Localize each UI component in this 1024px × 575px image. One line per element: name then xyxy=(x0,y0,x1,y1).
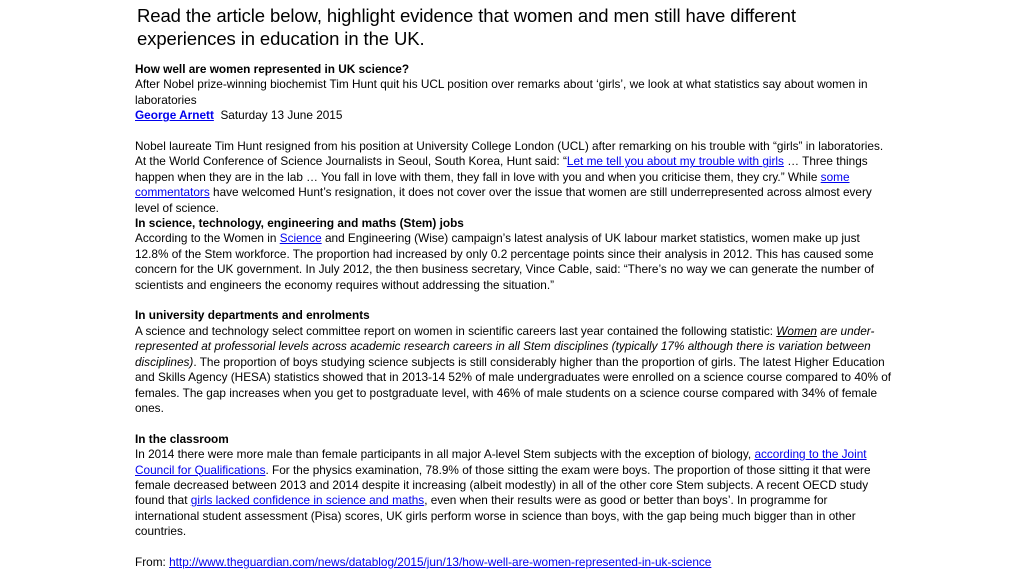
slide-title: Read the article below, highlight evidence that women and men still have different experiences in education in the UK. xyxy=(137,5,796,49)
source-label: From: xyxy=(135,554,170,569)
jcq-link[interactable]: according to the Joint Council for Qualifications xyxy=(135,447,867,477)
paragraph-classroom xyxy=(135,447,893,539)
article-headline: How well are women represented in UK science? xyxy=(135,62,410,76)
spacer xyxy=(135,416,893,431)
paragraph-text: Nobel laureate Tim Hunt resigned from his position at University College London (UCL) after remarking on his trouble with “girls” in laboratories. At the World Conference of Science Journalists in Seoul, South Korea, Hunt said: “ xyxy=(135,139,884,169)
paragraph-text: A science and technology select committee report on women in scientific careers last year contained the following statistic: xyxy=(135,323,777,338)
section-heading-stem: In science, technology, engineering and maths (Stem) jobs xyxy=(135,216,464,231)
paragraph-text: , even when their results were as good or better than boys’. In programme for international student assessment (Pisa) scores, UK girls perform worse in science than boys, with the gap being much bigger than in other countries. xyxy=(135,493,856,539)
paragraph-stem xyxy=(135,231,893,293)
article-date: Saturday 13 June 2015 xyxy=(220,108,343,123)
paragraph-university xyxy=(135,324,893,416)
quote-link[interactable]: Let me tell you about my trouble with girls xyxy=(566,154,784,169)
spacer xyxy=(135,293,893,308)
article-body xyxy=(135,62,893,570)
emphasis-women: Women xyxy=(776,323,817,338)
section-heading-classroom: In the classroom xyxy=(135,431,229,446)
paragraph-intro xyxy=(135,139,893,216)
paragraph-text: . For the physics examination, 78.9% of those sitting the exam were boys. The proportion of those sitting it that were female decreased between 2013 and 2014 despite it increasing (albeit modestly) in all of the other core Stem subjects. A recent OECD study found that xyxy=(135,462,871,508)
paragraph-text: and Engineering (Wise) campaign’s latest analysis of UK labour market statistics, women make up just 12.8% of the Stem workforce. The proportion had increased by only 0.2 percentage points since their analysis in 2012. This has caused some concern for the UK government. In July 2012, the then business secretary, Vince Cable, said: “There’s no way we can generate the number of scientists and engineers the economy requires without addressing the situation.” xyxy=(135,231,875,292)
paragraph-text: have welcomed Hunt’s resignation, it does not cover over the issue that women are still underrepresented across almost every level of science. xyxy=(135,185,872,215)
paragraph-text: … Three things happen when they are in the lab … You fall in love with them, they fall in love with you and when you criticise them, they cry.” While xyxy=(135,154,868,184)
source-line xyxy=(135,555,893,570)
science-link[interactable]: Science xyxy=(279,231,322,246)
article-standfirst: After Nobel prize-winning biochemist Tim Hunt quit his UCL position over remarks about ‘girls’, we look at what statistics say about women in laboratories xyxy=(135,77,868,107)
byline xyxy=(135,108,893,123)
italic-statistic: are under-represented at professorial levels across academic research careers in all Stem disciplines (typically 17% although there is variation between disciplines) xyxy=(135,323,875,369)
section-heading-university: In university departments and enrolments xyxy=(135,308,370,323)
oecd-link[interactable]: girls lacked confidence in science and maths xyxy=(190,493,425,508)
source-url-link[interactable]: http://www.theguardian.com/news/datablog/2015/jun/13/how-well-are-women-represented-in-uk-science xyxy=(169,554,712,569)
paragraph-text: . The proportion of boys studying science subjects is still considerably higher than the proportion of girls. The latest Higher Education and Skills Agency (HESA) statistics showed that in 2013-14 52% of male undergraduates were enrolled on a science course compared to 40% of females. The gap increases when you get to postgraduate level, with 46% of male students on a science course compared with 34% of female ones. xyxy=(135,354,892,415)
spacer xyxy=(135,540,893,555)
paragraph-text: According to the Women in xyxy=(135,231,280,246)
spacer xyxy=(135,124,893,139)
author-link[interactable]: George Arnett xyxy=(135,108,214,123)
commentators-link[interactable]: some commentators xyxy=(135,169,850,200)
paragraph-text: In 2014 there were more male than female participants in all major A-level Stem subjects with the exception of biology, xyxy=(135,447,755,462)
